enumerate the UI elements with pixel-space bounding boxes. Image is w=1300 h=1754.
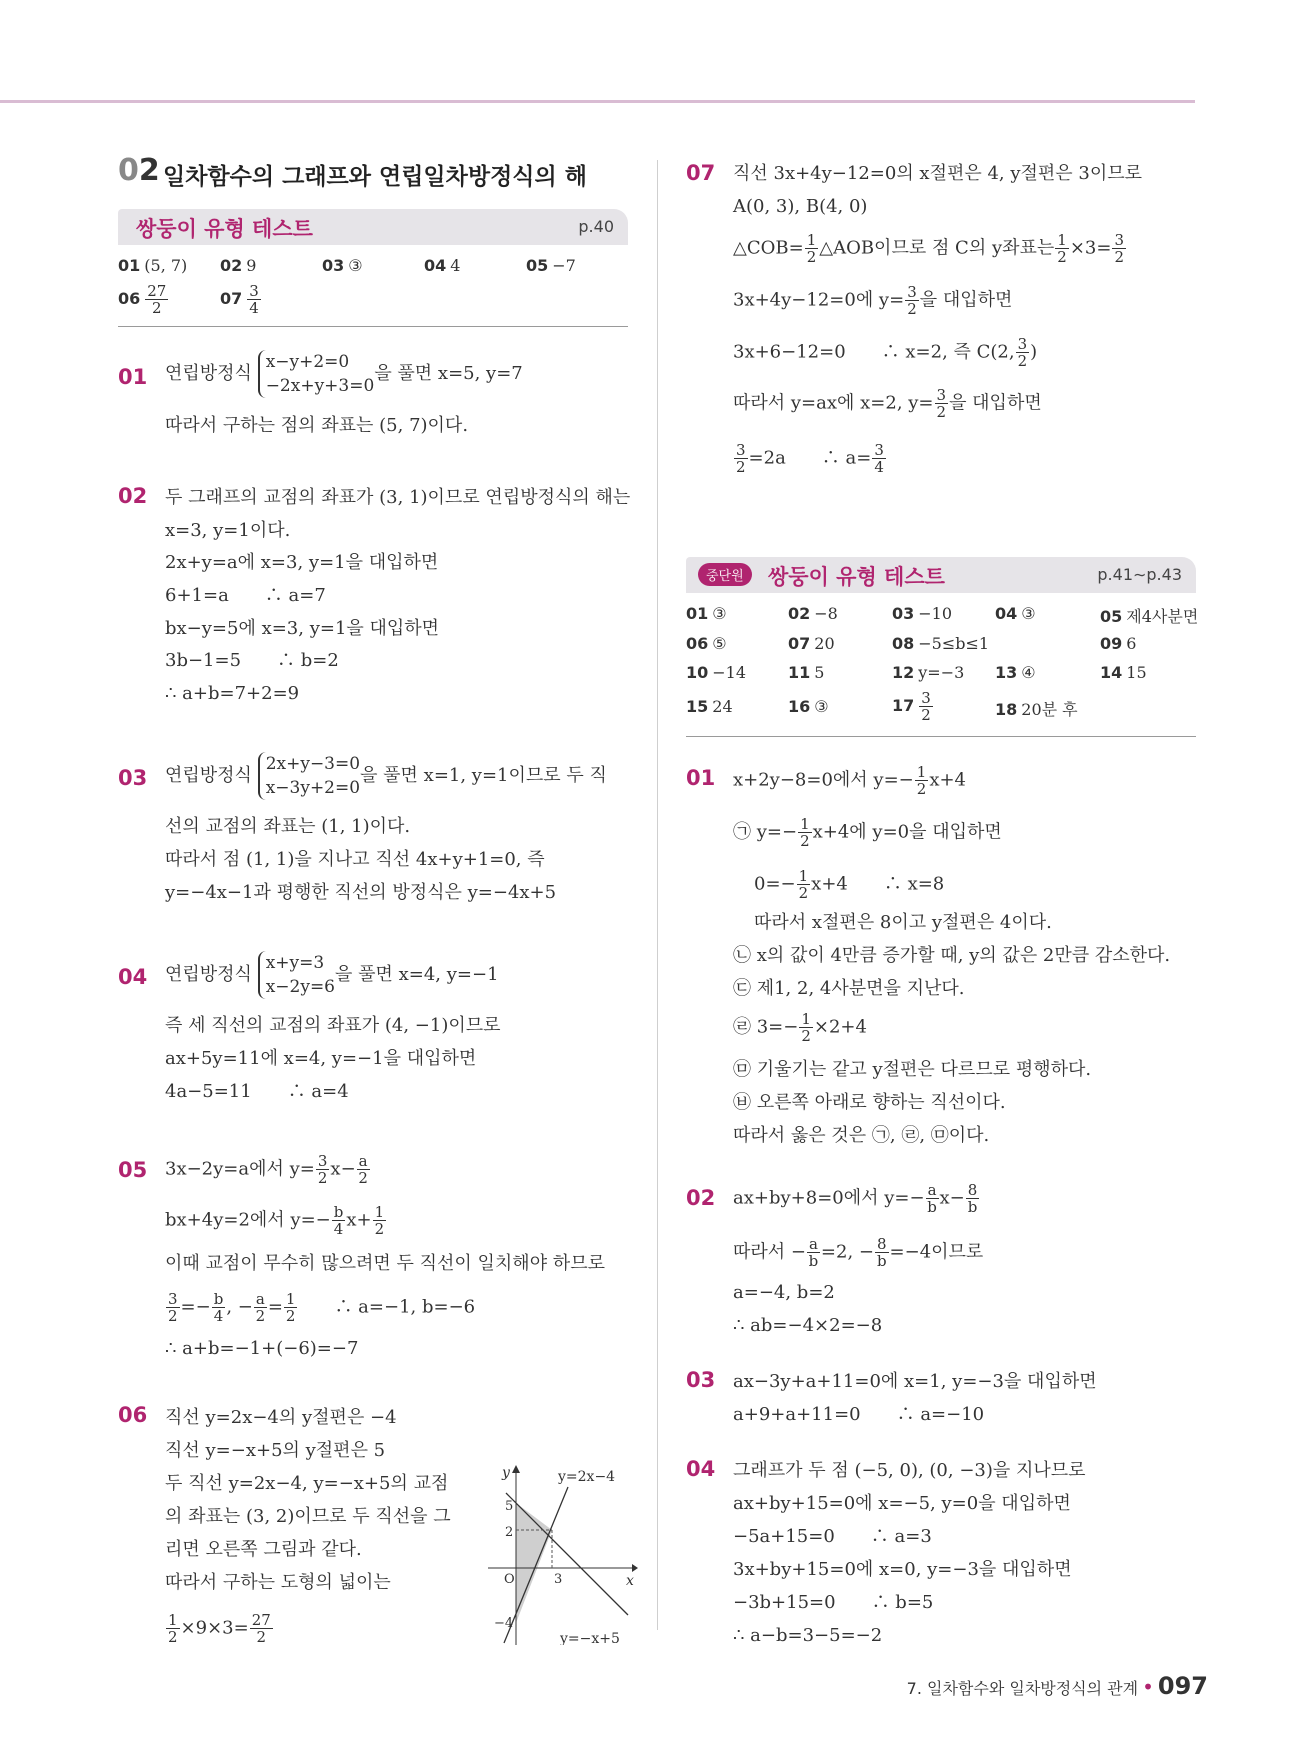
r03-line1: ax−3y+a+11=0에 x=1, y=−3을 대입하면 [733,1371,1097,1392]
r01-line9: ㉥ 오른쪽 아래로 향하는 직선이다. [733,1092,1006,1113]
q06-line: 직선 y=2x−4의 y절편은 −4 [165,1407,397,1428]
q04-line: 즉 세 직선의 교점의 좌표가 (4, −1)이므로 [165,1015,501,1036]
section-number [118,153,160,188]
q07-line1: 직선 3x+4y−12=0의 x절편은 4, y절편은 3이므로 [733,163,1143,184]
r01-line6: ㉢ 제1, 2, 4사분면을 지난다. [733,978,965,999]
q04-line: 4a−5=11 ∴ a=4 [165,1081,349,1102]
answer-04: 04 4 [424,256,461,275]
label-x-5: y=−x+5 [560,1631,620,1645]
answer-09: 09 6 [1100,634,1137,653]
r04-line: ax+by+15=0에 x=−5, y=0을 대입하면 [733,1493,1071,1514]
q07-line3: △COB= $\frac{1}{2}$ △AOB이므로 점 C의 y좌표는 $\frac{1}{2}$ ×3= $\frac{3}{2}$ [733,231,1124,266]
answer-11: 11 5 [788,663,825,682]
q02-line: 2x+y=a에 x=3, y=1을 대입하면 [165,552,439,573]
tick-minus-4: −4 [494,1616,514,1631]
q07-line2: A(0, 3), B(4, 0) [733,196,868,217]
r01-line4: 따라서 x절편은 8이고 y절편은 4이다. [754,912,1052,933]
column-divider [657,160,658,1630]
answer-05: 05 −7 [526,256,576,275]
q02-line: bx−y=5에 x=3, y=1을 대입하면 [165,618,440,639]
r01-line1: x+2y−8=0에서 y=− $\frac{1}{2}$ x+4 [733,763,966,798]
r04-line: ∴ a−b=3−5=−2 [733,1625,883,1646]
answer-02: 02 9 [220,256,257,275]
r02-line1: ax+by+8=0에서 y=− $\frac{a}{b}$ x− $\frac{8}{b}$ [733,1181,978,1216]
q03-line: 따라서 점 (1, 1)을 지나고 직선 4x+y+1=0, 즉 [165,849,545,870]
q01-line1: 연립방정식 x−y+2=0 −2x+y+3=0 을 풀면 x=5, y=7 [165,352,523,396]
answer-13: 13 ④ [995,663,1036,682]
q03-system: 2x+y−3=0 x−3y+2=0 [258,752,360,800]
twin-test-banner [118,209,628,245]
q07-line6: 따라서 y=ax에 x=2, y= $\frac{3}{2}$ 을 대입하면 [733,386,1042,421]
answer-06: 06 ⑤ [686,634,727,653]
r03-number: 03 [686,1368,716,1392]
q04-line: ax+5y=11에 x=4, y=−1을 대입하면 [165,1048,477,1069]
x-axis-arrow [632,1564,638,1572]
q06-line: 의 좌표는 (3, 2)이므로 두 직선을 그 [165,1506,451,1527]
q02-line: x=3, y=1이다. [165,520,291,541]
q06-line: 두 직선 y=2x−4, y=−x+5의 교점 [165,1473,449,1494]
q04-number: 04 [118,965,148,989]
q07-line4: 3x+4y−12=0에 y= $\frac{3}{2}$ 을 대입하면 [733,283,1013,318]
axis-y-label: y [502,1465,510,1481]
q01-number: 01 [118,365,148,389]
q06-number: 06 [118,1403,148,1427]
answer-17: 17 $\frac{3}{2}$ [892,689,931,724]
answer-15: 15 24 [686,697,733,716]
answer-01: 01 ③ [686,604,727,623]
r04-line: 3x+by+15=0에 x=0, y=−3을 대입하면 [733,1559,1072,1580]
section-title: 일차함수의 그래프와 연립일차방정식의 해 [163,164,587,190]
tick-3: 3 [554,1572,563,1587]
q07-number: 07 [686,161,716,185]
q07-line5: 3x+6−12=0 ∴ x=2, 즉 C(2, $\frac{3}{2}$ ) [733,335,1038,370]
q03-line1: 연립방정식 2x+y−3=0 x−3y+2=0 을 풀면 x=1, y=1이므로 두 직 [165,754,607,798]
banner-title: 쌍둥이 유형 테스트 [136,217,313,241]
section-number-digit2: 2 [138,153,160,188]
answer-12: 12 y=−3 [892,663,965,682]
q07-line7: $\frac{3}{2}$ =2a ∴ a= $\frac{3}{4}$ [736,441,884,476]
q02-line: 6+1=a ∴ a=7 [165,585,326,606]
r01-line5: ㉡ x의 값이 4만큼 증가할 때, y의 값은 2만큼 감소한다. [733,945,1171,966]
banner-page: p.40 [578,217,614,236]
answers-rule [118,326,628,327]
page-number: 097 [1157,1672,1208,1700]
answer-07: 07 20 [788,634,835,653]
q05-line3: 이때 교점이 무수히 많으려면 두 직선이 일치해야 하므로 [165,1253,605,1274]
q06-line: 따라서 구하는 도형의 넓이는 [165,1572,391,1593]
tick-5: 5 [505,1499,514,1514]
banner-title: 쌍둥이 유형 테스트 [768,565,945,589]
chapter-title: 7. 일차함수와 일차방정식의 관계 [906,1679,1139,1698]
q04-line1: 연립방정식 x+y=3 x−2y=6 을 풀면 x=4, y=−1 [165,953,499,997]
q06-line: 직선 y=−x+5의 y절편은 5 [165,1440,386,1461]
r01-number: 01 [686,766,716,790]
q03-line: 선의 교점의 좌표는 (1, 1)이다. [165,816,411,837]
footer-bullet: • [1142,1675,1154,1699]
origin-label: O [504,1572,515,1587]
r04-line: −5a+15=0 ∴ a=3 [733,1526,932,1547]
answer-18: 18 20분 후 [995,700,1078,719]
q02-line: ∴ a+b=7+2=9 [165,683,300,704]
q05-line5: ∴ a+b=−1+(−6)=−7 [165,1338,359,1359]
q06-area: $\frac{1}{2}$ ×9×3= $\frac{27}{2}$ [168,1611,271,1646]
unit-twin-test-banner [686,557,1196,593]
q02-line: 3b−1=5 ∴ b=2 [165,650,339,671]
page-footer [907,1672,1208,1700]
q05-line2: bx+4y=2에서 y=− $\frac{b}{4}$ x+ $\frac{1}{2}$ [165,1203,385,1238]
answer-05: 05 제4사분면 [1100,607,1199,626]
q06-graph [488,1465,638,1645]
line-2x-minus-4 [504,1487,568,1643]
answer-02: 02 −8 [788,604,838,623]
q02-line: 두 그래프의 교점의 좌표가 (3, 1)이므로 연립방정식의 해는 [165,487,631,508]
r02-line3: a=−4, b=2 [733,1282,835,1303]
answer-10: 10 −14 [686,663,747,682]
q02-number: 02 [118,484,148,508]
r04-line: −3b+15=0 ∴ b=5 [733,1592,934,1613]
answers-rule [686,736,1196,737]
r03-line2: a+9+a+11=0 ∴ a=−10 [733,1404,985,1425]
r02-number: 02 [686,1186,716,1210]
q05-line1: 3x−2y=a에서 y= $\frac{3}{2}$ x− $\frac{a}{2}$ [165,1152,368,1187]
answer-07: 07 $\frac{3}{4}$ [220,282,259,317]
answer-03: 03 ③ [322,256,363,275]
q05-line4: $\frac{3}{2}$ =− $\frac{b}{4}$ , − $\frac{a}{2}$ = $\frac{1}{2}$ ∴ a=−1, b=−6 [168,1290,476,1325]
banner-page: p.41∼p.43 [1097,565,1182,584]
axis-x-label: x [626,1573,634,1589]
r02-line4: ∴ ab=−4×2=−8 [733,1315,883,1336]
q03-number: 03 [118,766,148,790]
r04-line: 그래프가 두 점 (−5, 0), (0, −3)을 지나므로 [733,1460,1086,1481]
r01-line7: ㉣ 3=− $\frac{1}{2}$ ×2+4 [733,1010,867,1045]
top-rule [0,100,1195,103]
answer-16: 16 ③ [788,697,829,716]
r01-line2: ㉠ y=− $\frac{1}{2}$ x+4에 y=0을 대입하면 [733,815,1002,850]
section-number-digit1: 0 [118,153,139,188]
q01-system: x−y+2=0 −2x+y+3=0 [258,350,375,398]
answer-08: 08 −5≤b≤1 [892,634,990,653]
q03-line: y=−4x−1과 평행한 직선의 방정식은 y=−4x+5 [165,882,557,903]
answer-01: 01 (5, 7) [118,256,188,275]
q01-line2: 따라서 구하는 점의 좌표는 (5, 7)이다. [165,415,469,436]
r01-line3: 0=− $\frac{1}{2}$ x+4 ∴ x=8 [754,867,945,902]
answer-04: 04 ③ [995,604,1036,623]
answer-14: 14 15 [1100,663,1147,682]
tick-2: 2 [505,1525,514,1540]
r02-line2: 따라서 − $\frac{a}{b}$ =2, − $\frac{8}{b}$ =−4이므로 [733,1235,984,1270]
unit-pill: 중단원 [698,563,752,586]
r01-line10: 따라서 옳은 것은 ㉠, ㉣, ㉤이다. [733,1125,990,1146]
label-2x-4: y=2x−4 [558,1469,616,1485]
q06-line: 리면 오른쪽 그림과 같다. [165,1539,362,1560]
answer-03: 03 −10 [892,604,953,623]
r04-number: 04 [686,1457,716,1481]
y-axis-arrow [512,1465,520,1473]
answer-06: 06 $\frac{27}{2}$ [118,282,167,317]
r01-line8: ㉤ 기울기는 같고 y절편은 다르므로 평행하다. [733,1059,1092,1080]
q05-number: 05 [118,1158,148,1182]
q04-system: x+y=3 x−2y=6 [258,951,335,999]
